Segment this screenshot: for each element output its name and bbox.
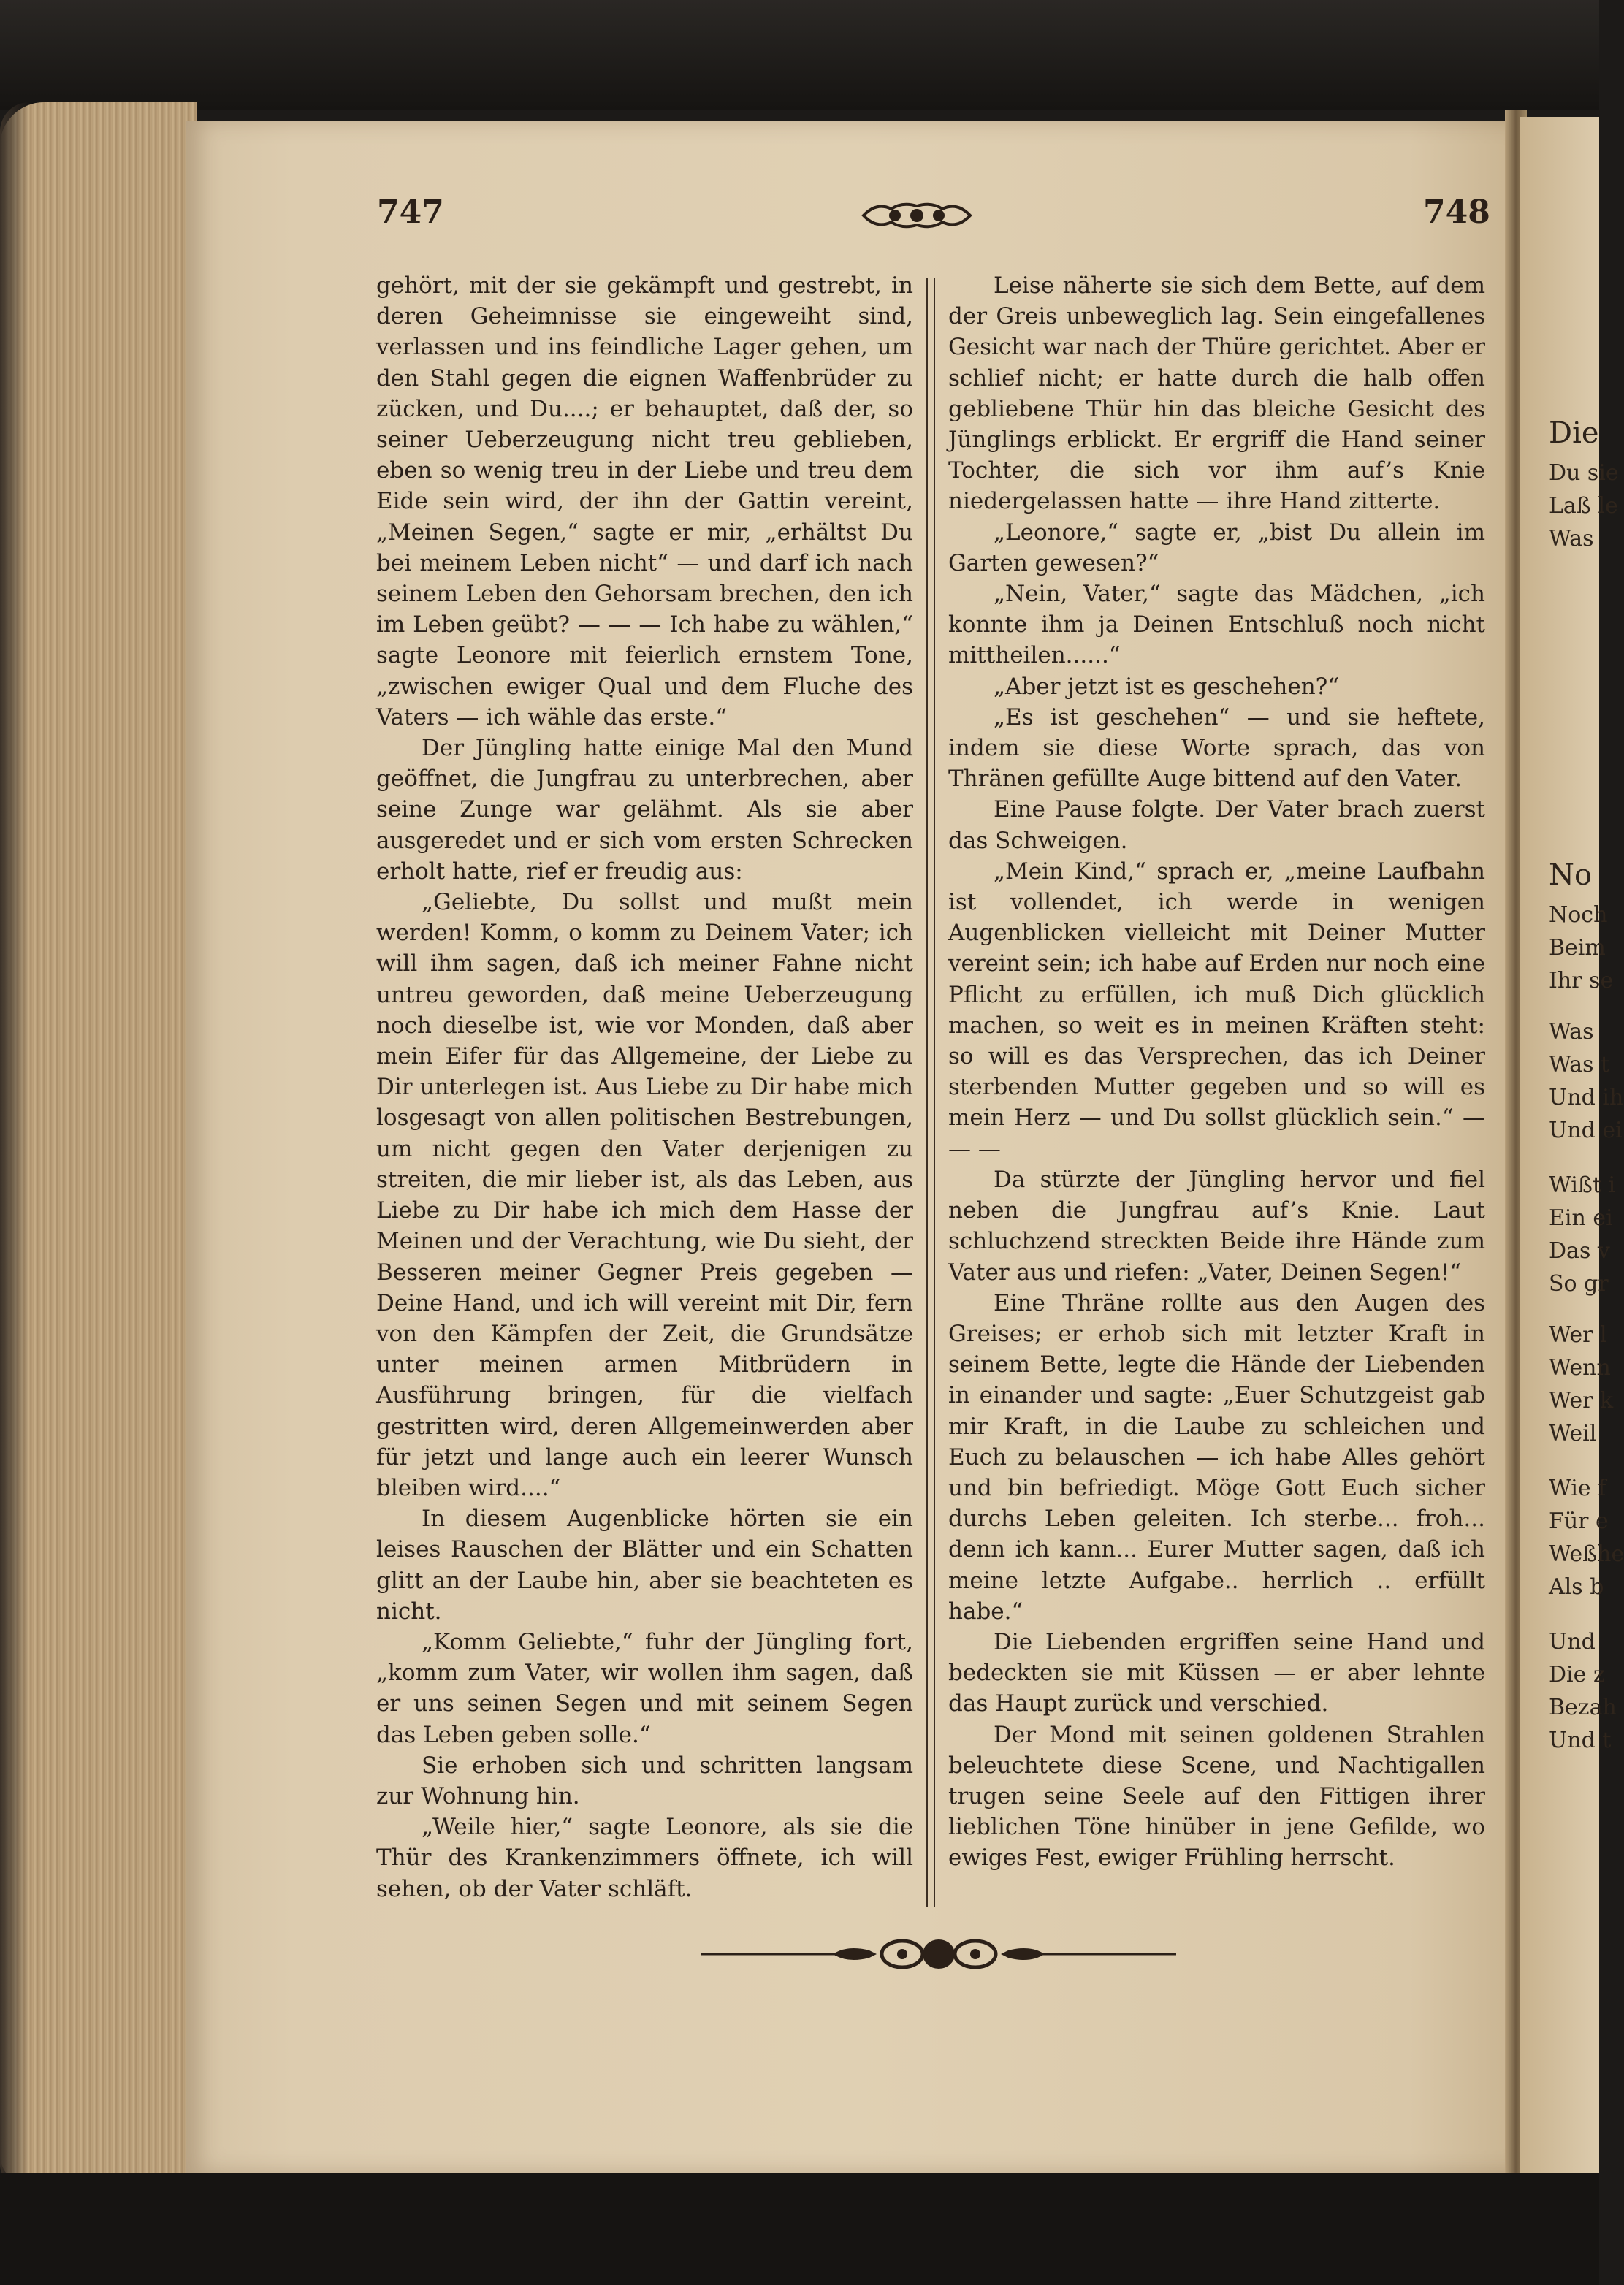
next-page-fragment: Was t bbox=[1549, 1052, 1610, 1077]
paragraph: „Aber jetzt ist es geschehen?“ bbox=[994, 673, 1340, 700]
footer-ornament-icon bbox=[701, 1936, 1176, 1972]
paragraph: Der Jüngling hatte einige Mal den Mund geöffnet, die Jungfrau zu unterbrechen, aber seine Zunge war gelähmt. Als sie aber ausgeredet und er sich vom ersten Schrecken erholt hatte, rief er freudig aus: bbox=[376, 735, 913, 885]
paragraph: In diesem Augenblicke hörten sie ein leises Rauschen der Blätter und ein Schatten glitt an der Laube hin, aber sie beachteten es nicht. bbox=[376, 1506, 913, 1625]
right-text-column bbox=[948, 270, 1485, 1874]
next-page-fragment: Und t bbox=[1549, 1728, 1612, 1753]
next-page-fragment: Wer k bbox=[1549, 1388, 1614, 1414]
next-page-fragment: Was bbox=[1549, 1019, 1594, 1045]
next-page-fragment: Das v bbox=[1549, 1238, 1610, 1264]
next-page-fragment: No bbox=[1549, 858, 1593, 892]
next-page-fragment: Und bbox=[1549, 1629, 1596, 1655]
paragraph: „Mein Kind,“ sprach er, „meine Laufbahn ist vollendet, ich werde in wenigen Augenblicken vielleicht mit Deiner Mutter vereint sein; ich habe auf Erden nur noch eine Pflicht zu erfüllen, ich muß Dich glücklich machen, so weit es in meinen Kräften steht: so will es das Versprechen, das ich Deiner sterbenden Mutter gegeben und so will es mein Herz — und Du sollst glücklich sein.“ — — — bbox=[948, 858, 1485, 1162]
next-page-fragment: Beim bbox=[1549, 935, 1606, 961]
next-page-fragment: Weil bbox=[1549, 1421, 1597, 1446]
header-ornament-icon bbox=[862, 199, 972, 232]
paragraph: Eine Thräne rollte aus den Augen des Greises; er erhob sich mit letzter Kraft in seinem Bette, legte die Hände der Liebenden in einander und sagte: „Euer Schutzgeist gab mir Kraft, in die Laube zu schleichen und Euch zu belauschen — ich habe Alles gehört und bin befriedigt. Möge Gott Euch sicher durchs Leben geleiten. Ich sterbe... froh... denn ich kann... Eurer Mutter sagen, daß ich meine letzte Aufgabe.. herrlich .. erfüllt habe.“ bbox=[948, 1289, 1485, 1625]
background-bottom bbox=[0, 2173, 1599, 2285]
next-page-fragment: Noch bbox=[1549, 902, 1608, 928]
next-page-fragment: Ihr se bbox=[1549, 968, 1614, 993]
paragraph: „Nein, Vater,“ sagte das Mädchen, „ich konnte ihm ja Deinen Entschluß noch nicht mittheilen......“ bbox=[948, 581, 1485, 669]
paragraph: Sie erhoben sich und schritten langsam zur Wohnung hin. bbox=[376, 1752, 913, 1809]
next-page-fragment: Und ih bbox=[1549, 1085, 1624, 1110]
next-page-fragment: Wenn bbox=[1549, 1355, 1611, 1381]
paragraph: „Es ist geschehen“ — und sie heftete, indem sie diese Worte sprach, das von Thränen gefüllte Auge bittend auf den Vater. bbox=[948, 703, 1485, 793]
column-divider bbox=[926, 278, 935, 1907]
paragraph: Da stürzte der Jüngling hervor und fiel neben die Jungfrau auf’s Knie. Laut schluchzend streckten Beide ihre Hände zum Vater aus und riefen: „Vater, Deinen Segen!“ bbox=[948, 1166, 1485, 1286]
paragraph: Eine Pause folgte. Der Vater brach zuerst das Schweigen. bbox=[948, 796, 1485, 854]
next-page-fragment: Bezah bbox=[1549, 1695, 1617, 1720]
next-page-fragment: Du sie bbox=[1549, 460, 1619, 486]
next-page-fragment: Als b bbox=[1549, 1574, 1604, 1600]
next-page-fragment: Für e bbox=[1549, 1508, 1609, 1534]
next-page-fragment: Und ei bbox=[1549, 1118, 1623, 1143]
left-text-column bbox=[376, 270, 913, 1904]
next-page-fragment: Laß le bbox=[1549, 493, 1618, 519]
next-page-fragment: Wie f bbox=[1549, 1476, 1606, 1501]
paragraph: Leise näherte sie sich dem Bette, auf dem der Greis unbeweglich lag. Sein eingefallenes Gesicht war nach der Thüre gerichtet. Aber er schlief nicht; er hatte durch die halb offen gebliebene Thür hin das bleiche Gesicht des Jünglings erblickt. Er ergriff die Hand seiner Tochter, die sich vor ihm auf’s Knie niedergelassen hatte — ihre Hand zitterte. bbox=[948, 272, 1485, 515]
next-page-fragment: Weßhe bbox=[1549, 1541, 1624, 1567]
left-page-number: 747 bbox=[377, 194, 444, 231]
paragraph: Die Liebenden ergriffen seine Hand und bedeckten sie mit Küssen — er aber lehnte das Haupt zurück und verschied. bbox=[948, 1628, 1485, 1717]
paragraph: „Weile hier,“ sagte Leonore, als sie die Thür des Krankenzimmers öffnete, ich will sehen, ob der Vater schläft. bbox=[376, 1814, 913, 1902]
next-page-fragment: Die bbox=[1549, 416, 1599, 450]
next-page-fragment: Wißt i bbox=[1549, 1172, 1616, 1198]
next-page-fragment: Ein ei bbox=[1549, 1205, 1613, 1231]
paragraph: Der Mond mit seinen goldenen Strahlen beleuchtete diese Scene, und Nachtigallen trugen seine Seele auf den Fittigen ihrer lieblichen Töne hinüber in jene Gefilde, wo ewiges Fest, ewiger Frühling herrscht. bbox=[948, 1721, 1485, 1872]
paragraph: „Leonore,“ sagte er, „bist Du allein im Garten gewesen?“ bbox=[948, 519, 1485, 576]
next-page-fragment: Was bbox=[1549, 526, 1594, 552]
next-page-fragment: Wer l bbox=[1549, 1322, 1607, 1348]
next-page-fragment: So gr bbox=[1549, 1271, 1609, 1297]
paragraph: „Geliebte, Du sollst und mußt mein werden! Komm, o komm zu Deinem Vater; ich will ihm sagen, daß ich meiner Fahne nicht untreu geworden, daß meine Ueberzeugung noch dieselbe ist, wie vor Monden, daß aber mein Eifer für das Allgemeine, der Liebe zu Dir unterlegen ist. Aus Liebe zu Dir habe mich losgesagt von allen politischen Bestrebungen, um nicht gegen den Vater derjenigen zu streiten, die mir lieber ist, als das Leben, aus Liebe zu Dir habe ich mich dem Hasse der Meinen und der Verachtung, wie Du sieht, der Besseren meiner Gegner Preis gegeben — Deine Hand, und ich will vereint mit Dir, fern von den Kämpfen der Zeit, die Grundsätze unter meinen armen Mitbrüdern in Ausführung bringen, für die vielfach gestritten wird, deren Allgemeinwerden aber für jetzt und lange auch ein leerer Wunsch bleiben wird....“ bbox=[376, 889, 913, 1501]
background-top bbox=[0, 0, 1599, 110]
next-page-edge bbox=[1520, 117, 1624, 2177]
book-page-edges bbox=[0, 102, 197, 2184]
next-page-fragment: Die z bbox=[1549, 1662, 1605, 1687]
right-page-number: 748 bbox=[1423, 194, 1490, 231]
paragraph: „Komm Geliebte,“ fuhr der Jüngling fort, „komm zum Vater, wir wollen ihm sagen, daß er uns seinen Segen und mit seinem Segen das Leben geben solle.“ bbox=[376, 1628, 913, 1748]
paragraph: gehört, mit der sie gekämpft und gestrebt, in deren Geheimnisse sie eingeweiht sind, verlassen und ins feindliche Lager gehen, um den Stahl gegen die eignen Waffenbrüder zu zücken, und Du....; er behauptet, daß der, so seiner Ueberzeugung nicht treu geblieben, eben so wenig treu in der Liebe und treu dem Eide sein wird, der ihn der Gattin vereint, „Meinen Segen,“ sagte er mir, „erhältst Du bei meinem Leben nicht“ — und darf ich nach seinem Leben den Gehorsam brechen, den ich im Leben geübt? — — — Ich habe zu wählen,“ sagte Leonore mit feierlich ernstem Tone, „zwischen ewiger Qual und dem Fluche des Vaters — ich wähle das erste.“ bbox=[376, 272, 913, 730]
